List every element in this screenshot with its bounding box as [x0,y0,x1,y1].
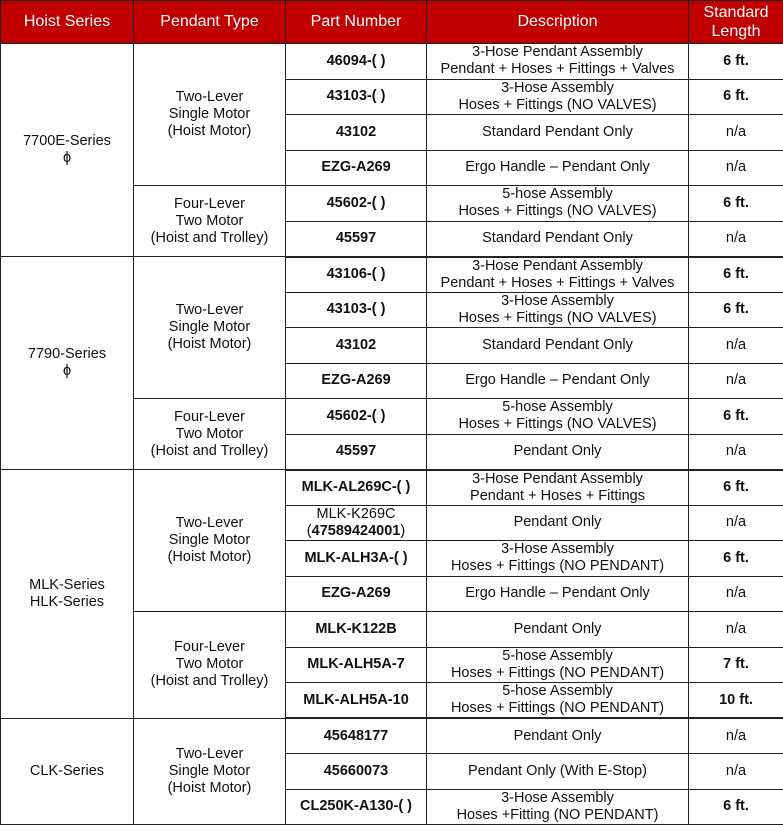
pendant-type-line: Four-Lever [174,195,245,212]
standard-length: 6 ft. [689,79,783,115]
header-standard-length-line2: Length [711,23,761,40]
standard-length: n/a [689,576,783,612]
pendant-type-line: Two Motor [175,425,244,442]
part-number: EZG-A269 [286,150,427,186]
part-number: MLK-ALH5A-10 [286,683,427,719]
description: Standard Pendant Only [427,221,689,257]
description-line: 5-hose Assembly [502,683,613,699]
pendant-type-line: Two-Lever [175,745,244,762]
part-number-bold: 47589424001 [311,522,401,539]
standard-length: n/a [689,221,783,257]
description [427,647,689,683]
description [427,186,689,222]
hoist-series-cell [1,44,134,257]
part-number: MLK-ALH5A-7 [286,647,427,683]
phase-symbol: ϕ [62,150,72,166]
description [427,79,689,115]
header-standard-length [689,1,783,44]
description-line: 3-Hose Assembly [501,789,614,806]
part-number: MLK-AL269C-( ) [286,470,427,506]
part-number: 45602-( ) [286,186,427,222]
pendant-type-line: (Hoist and Trolley) [150,442,269,459]
header-standard-length-line1: Standard [703,4,769,21]
standard-length: n/a [689,754,783,790]
description: Pendant Only [427,612,689,648]
description-line: 3-Hose Assembly [501,541,614,558]
table-row [1,44,783,80]
pendant-type-line: Single Motor [168,106,251,122]
description-line: 3-Hose Assembly [501,292,614,309]
part-number: 46094-( ) [286,44,427,80]
hoist-series-name: 7700E-Series [23,133,111,149]
description-line: Hoses +Fitting (NO PENDANT) [456,806,659,823]
pendant-type-line: Two-Lever [175,89,244,105]
description-line: Hoses + Fittings (NO VALVES) [458,416,657,433]
description [427,257,689,293]
hoist-series-cell [1,257,134,470]
pendant-type-line: (Hoist and Trolley) [150,229,269,246]
hoist-series-name: CLK-Series [29,762,105,779]
standard-length: 6 ft. [689,44,783,80]
description: Ergo Handle – Pendant Only [427,363,689,399]
description-line: 3-Hose Pendant Assembly [472,470,643,487]
description [427,399,689,435]
hoist-series-cell [1,718,134,825]
header-part-number: Part Number [286,1,427,44]
header-row [1,1,783,44]
part-number: 45597 [286,434,427,470]
standard-length: n/a [689,363,783,399]
description-line: 3-Hose Pendant Assembly [472,44,643,61]
part-number: 43102 [286,328,427,364]
description: Ergo Handle – Pendant Only [427,150,689,186]
pendant-type-line: Single Motor [168,762,251,779]
part-number: CL250K-A130-( ) [286,789,427,825]
pendant-type-line: Two-Lever [175,515,244,531]
description [427,789,689,825]
header-hoist-series: Hoist Series [1,1,134,44]
standard-length: 6 ft. [689,789,783,825]
pendant-type-cell [134,186,286,257]
standard-length: n/a [689,612,783,648]
standard-length: 6 ft. [689,257,783,293]
description-line: Pendant + Hoses + Fittings + Valves [440,274,675,291]
phase-symbol: ϕ [62,363,72,379]
header-pendant-type: Pendant Type [134,1,286,44]
part-number: 45602-( ) [286,399,427,435]
standard-length: n/a [689,434,783,470]
pendant-type-line: (Hoist Motor) [167,336,252,352]
pendant-type-line: Four-Lever [174,408,245,425]
standard-length: 6 ft. [689,186,783,222]
description [427,470,689,506]
part-number: EZG-A269 [286,363,427,399]
description-line: Pendant + Hoses + Fittings + Valves [440,61,675,78]
standard-length: 6 ft. [689,541,783,577]
description-line: Hoses + Fittings (NO PENDANT) [450,664,665,681]
description: Pendant Only (With E-Stop) [427,754,689,790]
part-number: 45597 [286,221,427,257]
pendant-type-cell [134,399,286,470]
table-row [1,718,783,754]
pendant-type-cell [134,44,286,186]
description: Standard Pendant Only [427,328,689,364]
pendant-type-line: (Hoist Motor) [167,779,252,796]
hoist-series-name: 7790-Series [27,346,107,362]
description [427,541,689,577]
standard-length: n/a [689,115,783,151]
pendant-type-line: Four-Lever [174,639,245,656]
hoist-series-cell [1,470,134,719]
standard-length: 10 ft. [689,683,783,719]
pendant-type-cell [134,470,286,612]
description-line: Hoses + Fittings (NO VALVES) [458,309,657,326]
part-number: EZG-A269 [286,576,427,612]
description-line: Pendant + Hoses + Fittings [470,487,645,504]
table-row [1,470,783,506]
part-number: MLK-ALH3A-( ) [286,541,427,577]
description-line: Hoses + Fittings (NO PENDANT) [450,700,665,716]
description-line: 3-Hose Pendant Assembly [472,257,643,274]
description: Ergo Handle – Pendant Only [427,576,689,612]
description [427,683,689,719]
pendant-type-line: Two Motor [175,656,244,673]
part-number-paren-open: ( [306,522,312,539]
table-row [1,257,783,293]
part-number: 43106-( ) [286,257,427,293]
pendant-type-line: (Hoist Motor) [167,123,252,139]
part-number: 43103-( ) [286,79,427,115]
description-line: 3-Hose Assembly [501,79,614,96]
description: Standard Pendant Only [427,115,689,151]
standard-length: n/a [689,150,783,186]
pendant-type-line: Single Motor [168,532,251,548]
description-line: Hoses + Fittings (NO PENDANT) [450,558,665,575]
description [427,292,689,328]
standard-length: n/a [689,505,783,541]
pendant-type-line: Two-Lever [175,302,244,318]
description: Pendant Only [427,718,689,754]
description: Pendant Only [427,434,689,470]
description-line: 5-hose Assembly [502,186,613,203]
pendant-type-line: Single Motor [168,319,251,335]
part-number [286,505,427,541]
hoist-series-name: MLK-Series [29,576,105,593]
description [427,44,689,80]
description-line: Hoses + Fittings (NO VALVES) [458,96,657,113]
part-number-paren-close: ) [400,522,406,539]
pendant-type-cell [134,257,286,399]
part-number: 45648177 [286,718,427,754]
part-number: MLK-K122B [286,612,427,648]
pendant-type-line: Two Motor [175,212,244,229]
standard-length: 6 ft. [689,399,783,435]
pendant-type-line: (Hoist Motor) [167,549,252,565]
standard-length: n/a [689,718,783,754]
pendant-type-cell [134,718,286,825]
pendant-type-line: (Hoist and Trolley) [150,673,269,690]
description-line: Hoses + Fittings (NO VALVES) [458,203,657,220]
description: Pendant Only [427,505,689,541]
pendant-type-cell [134,612,286,719]
standard-length: 7 ft. [689,647,783,683]
part-number: 43103-( ) [286,292,427,328]
standard-length: n/a [689,328,783,364]
hoist-series-name: HLK-Series [29,593,105,610]
description-line: 5-hose Assembly [502,647,613,664]
standard-length: 6 ft. [689,470,783,506]
description-line: 5-hose Assembly [502,399,613,416]
standard-length: 6 ft. [689,292,783,328]
header-description: Description [427,1,689,44]
part-number-plain: MLK-K269C [316,505,396,522]
part-number: 45660073 [286,754,427,790]
part-number: 43102 [286,115,427,151]
